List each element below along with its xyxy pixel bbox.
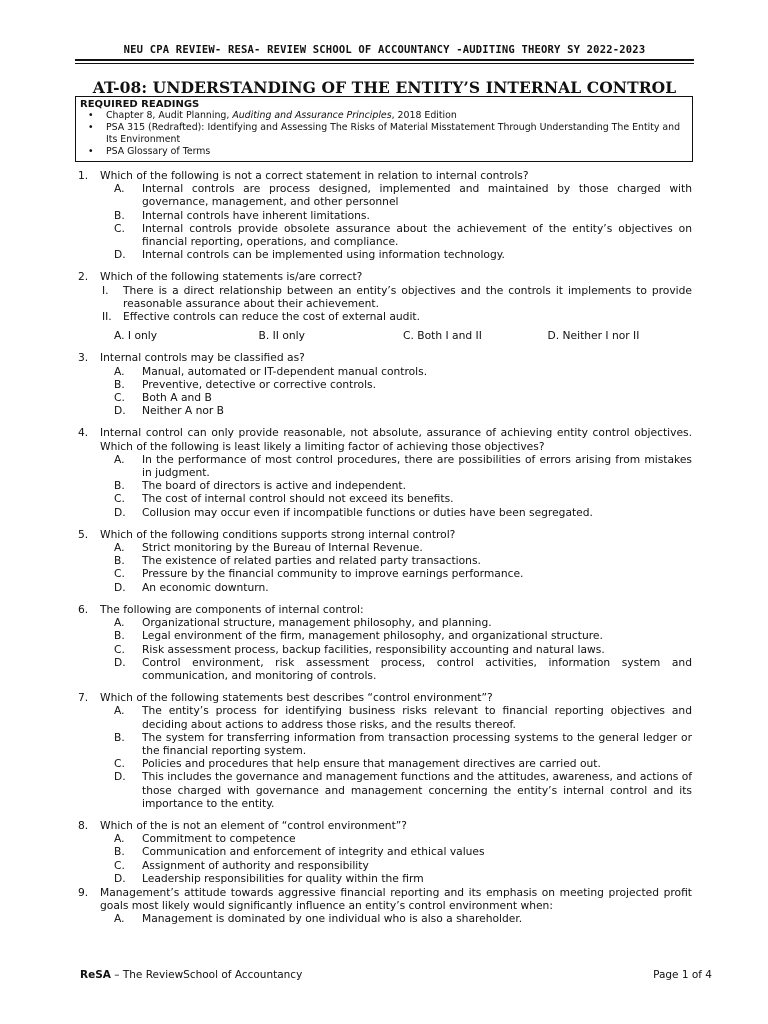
choice-text: The existence of related parties and related party transactions. (142, 554, 481, 568)
choice-text: Organizational structure, management philosophy, and planning. (142, 616, 492, 630)
choice-text: In the performance of most control procedures, there are possibilities of errors arising from mistakes in judgment. (142, 452, 692, 480)
header-rule (75, 59, 694, 61)
choice-text: Strict monitoring by the Bureau of Internal Revenue. (142, 541, 423, 555)
footer-brand-text: – The ReviewSchool of Accountancy (110, 969, 303, 981)
choice-text: The system for transferring information from transaction processing systems to the general ledger or the financial reporting system. (142, 730, 692, 757)
question-item (78, 270, 692, 342)
reading-item (76, 122, 692, 146)
answer-choice (114, 872, 692, 885)
reading-book-title: Auditing and Assurance Principles (232, 110, 392, 121)
question-item (78, 819, 692, 885)
choice-label: B. (114, 208, 125, 222)
choice-label: D. (114, 248, 126, 262)
question-number: 7. (78, 691, 89, 705)
choice-text: Internal controls are process designed, implemented and maintained by those charged with governance, management, and other personnel (142, 182, 692, 209)
choice-label: C. (114, 492, 125, 506)
answer-choice (114, 479, 692, 492)
question-number: 8. (78, 818, 89, 832)
answer-choice (114, 541, 692, 554)
choice-label: C. (114, 858, 125, 872)
answer-choice (114, 731, 692, 757)
statement-item (102, 284, 692, 310)
choice-label: A. (114, 616, 125, 630)
answer-choice (114, 704, 692, 730)
statement-label: II. (102, 310, 112, 324)
choice-label: D. (114, 505, 126, 519)
choice-label: B. (114, 554, 125, 568)
answer-choice (114, 832, 692, 845)
questions-list (78, 169, 692, 935)
statement-item (102, 310, 692, 323)
required-readings-box (75, 96, 693, 162)
answer-choice (114, 912, 692, 925)
question-text: Which of the following statements best describes “control environment”? (100, 691, 493, 705)
answer-choice (114, 222, 692, 248)
choice-text: Internal controls provide obsolete assurance about the achievement of the entity’s objectives on financial reporting, operations, and compliance. (142, 221, 692, 249)
question-number: 4. (78, 426, 89, 440)
question-item (78, 426, 692, 518)
question-item (78, 603, 692, 682)
answer-choice (114, 378, 692, 391)
answer-choice (114, 182, 692, 208)
question-item (78, 351, 692, 417)
answer-choice (114, 567, 692, 580)
question-number: 6. (78, 602, 89, 616)
question-number: 1. (78, 169, 89, 182)
question-item (78, 691, 692, 810)
choice-text: Commitment to competence (142, 832, 296, 846)
answer-choice (114, 453, 692, 479)
page-number: Page 1 of 4 (653, 969, 712, 981)
question-item (78, 528, 692, 594)
question-number: 2. (78, 270, 89, 284)
choice-text: Pressure by the financial community to improve earnings performance. (142, 567, 524, 581)
question-number: 5. (78, 527, 89, 541)
choice-label: D. (114, 655, 126, 669)
choice-text: Neither A nor B (142, 404, 225, 418)
answer-choice (114, 506, 692, 519)
choice-text: Assignment of authority and responsibility (142, 858, 369, 872)
choice-label: A. (114, 541, 125, 555)
answer-choice (114, 248, 692, 261)
question-item (78, 169, 692, 261)
answer-choice (114, 859, 692, 872)
choice-label: A. (114, 704, 125, 718)
choice-text: Management is dominated by one individual who is also a shareholder. (142, 912, 523, 926)
choice-label: D. (114, 580, 126, 594)
choice-label: B. (114, 730, 125, 744)
choice-label: A. (114, 364, 125, 378)
choice-text: Preventive, detective or corrective controls. (142, 377, 377, 391)
choice-text: Internal controls can be implemented using information technology. (142, 248, 505, 262)
question-text: Internal controls may be classified as? (100, 351, 305, 365)
answer-choice (114, 656, 692, 682)
answer-choice (114, 757, 692, 770)
answer-options-row (114, 329, 692, 342)
question-text: Internal control can only provide reasonable, not absolute, assurance of achieving entity control objectives. Which of the following is least likely a limiting factor of achieving those objectives? (100, 426, 692, 453)
answer-choice (114, 643, 692, 656)
question-text: The following are components of internal control: (100, 602, 364, 616)
choice-text: An economic downturn. (142, 580, 269, 594)
answer-choice (114, 616, 692, 629)
choice-text: Manual, automated or IT-dependent manual controls. (142, 364, 428, 378)
choice-label: C. (114, 221, 125, 235)
answer-choice (114, 629, 692, 642)
answer-option: A. I only (114, 329, 158, 343)
choice-label: B. (114, 629, 125, 643)
choice-text: The board of directors is active and independent. (142, 479, 406, 493)
answer-choice (114, 554, 692, 567)
answer-choice (114, 581, 692, 594)
question-text: Which of the is not an element of “control environment”? (100, 818, 407, 832)
choice-label: D. (114, 404, 126, 418)
choice-text: Risk assessment process, backup facilities, responsibility accounting and natural laws. (142, 642, 605, 656)
choice-text: Collusion may occur even if incompatible functions or duties have been segregated. (142, 505, 593, 519)
question-item (78, 886, 692, 926)
footer-brand (80, 969, 302, 981)
choice-text: Both A and B (142, 391, 212, 405)
answer-choice (114, 209, 692, 222)
choice-text: Legal environment of the firm, management philosophy, and organizational structure. (142, 629, 603, 643)
readings-title: REQUIRED READINGS (80, 99, 200, 110)
question-number: 9. (78, 885, 89, 899)
statement-text: Effective controls can reduce the cost of external audit. (123, 310, 421, 324)
choice-text: The entity’s process for identifying business risks relevant to financial reporting objectives and deciding about actions to address those risks, and the results thereof. (142, 704, 692, 731)
answer-option: C. Both I and II (403, 329, 482, 343)
choice-text: Leadership responsibilities for quality within the firm (142, 871, 424, 885)
reading-text: Chapter 8, Audit Planning, (106, 110, 233, 121)
answer-choice (114, 770, 692, 810)
answer-choice (114, 365, 692, 378)
choice-text: Policies and procedures that help ensure that management directives are carried out. (142, 757, 601, 771)
question-text: Which of the following statements is/are correct? (100, 270, 363, 284)
answer-choice (114, 492, 692, 505)
choice-label: C. (114, 567, 125, 581)
answer-choice (114, 845, 692, 858)
readings-list (76, 110, 692, 158)
statement-label: I. (102, 283, 109, 297)
choice-text: The cost of internal control should not exceed its benefits. (142, 492, 454, 506)
footer-brand-name: ReSA (80, 969, 111, 981)
question-number: 3. (78, 351, 89, 365)
choice-label: A. (114, 912, 125, 926)
choice-text: This includes the governance and management functions and the attitudes, awareness, and actions of those charged with governance and management concerning the entity’s internal control and its importance to the entity. (142, 770, 692, 810)
answer-choice (114, 391, 692, 404)
choice-label: B. (114, 479, 125, 493)
choice-text: Communication and enforcement of integrity and ethical values (142, 845, 485, 859)
choice-label: B. (114, 845, 125, 859)
choice-label: D. (114, 871, 126, 885)
choice-label: C. (114, 642, 125, 656)
choice-text: Control environment, risk assessment process, control activities, information system and communication, and monitoring of controls. (142, 655, 692, 682)
reading-item (76, 110, 692, 122)
choice-label: B. (114, 377, 125, 391)
answer-choice (114, 404, 692, 417)
choice-label: C. (114, 391, 125, 405)
answer-option: B. II only (258, 329, 305, 343)
page-title: AT-08: UNDERSTANDING OF THE ENTITY’S INTERNAL CONTROL (92, 78, 677, 97)
choice-label: A. (114, 832, 125, 846)
question-text: Which of the following conditions supports strong internal control? (100, 527, 456, 541)
reading-item (76, 146, 692, 158)
reading-text: PSA Glossary of Terms (106, 146, 211, 157)
choice-label: A. (114, 182, 125, 196)
answer-option: D. Neither I nor II (547, 329, 640, 343)
header-rule-thin (75, 63, 694, 64)
choice-label: C. (114, 757, 125, 771)
choice-label: D. (114, 770, 126, 784)
choice-text: Internal controls have inherent limitations. (142, 208, 370, 222)
reading-edition: , 2018 Edition (391, 110, 457, 121)
choice-label: A. (114, 452, 125, 466)
document-header: NEU CPA REVIEW- RESA- REVIEW SCHOOL OF ACCOUNTANCY -AUDITING THEORY SY 2022-2023 (123, 44, 646, 56)
question-text: Which of the following is not a correct statement in relation to internal controls? (100, 169, 529, 182)
question-text: Management’s attitude towards aggressive financial reporting and its emphasis on meeting projected profit goals most likely would significantly influence an entity’s control environment when: (100, 885, 692, 913)
reading-text: PSA 315 (Redrafted): Identifying and Assessing The Risks of Material Misstatement Through Understanding The Entity and Its Environment (106, 122, 681, 145)
statement-text: There is a direct relationship between an entity’s objectives and the controls it implements to provide reasonable assurance about their achievement. (123, 283, 692, 310)
